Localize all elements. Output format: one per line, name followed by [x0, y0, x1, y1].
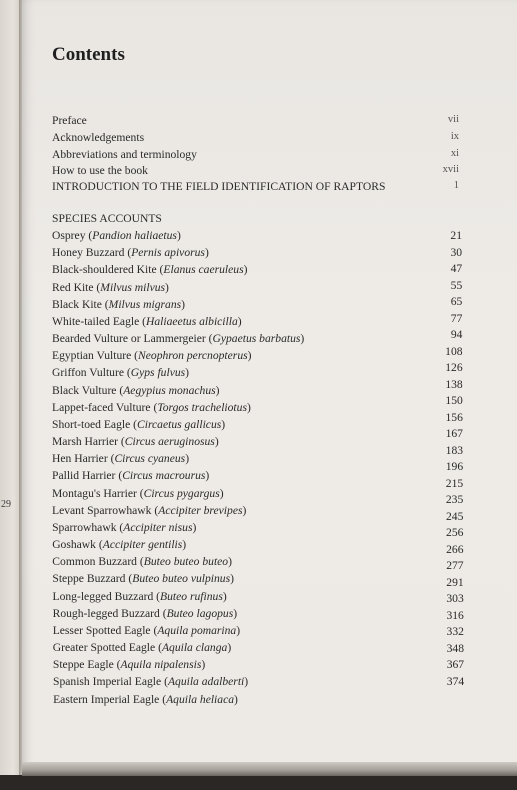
species-common-name: Black Kite (	[52, 297, 109, 311]
species-latin-name: Circus cyaneus	[114, 452, 186, 466]
species-page-number: 77	[450, 311, 463, 325]
closing-paren: )	[234, 692, 238, 706]
species-entry	[52, 401, 251, 415]
species-entry	[53, 590, 227, 604]
species-entry	[52, 418, 225, 432]
species-latin-name: Circus pygargus	[143, 486, 220, 500]
species-common-name: Egyptian Vulture (	[52, 349, 139, 363]
front-matter-page-number: xi	[450, 148, 459, 159]
closing-paren: )	[165, 280, 169, 294]
species-entry	[52, 487, 224, 501]
species-latin-name: Elanus caeruleus	[163, 263, 244, 277]
species-common-name: Eastern Imperial Eagle (	[53, 692, 167, 706]
species-common-name: Hen Harrier (	[52, 452, 115, 466]
species-page-number: 196	[445, 460, 464, 473]
species-page-number: 316	[446, 608, 464, 622]
closing-paren: )	[227, 641, 232, 655]
species-entry	[52, 332, 304, 346]
species-page-number: 245	[445, 509, 464, 523]
species-latin-name: Aegypius monachus	[123, 383, 216, 397]
front-matter-entry: Preface	[52, 114, 87, 127]
species-page-number: 126	[445, 361, 463, 374]
closing-paren: )	[214, 435, 219, 449]
species-common-name: Common Buzzard (	[52, 555, 144, 569]
closing-paren: )	[242, 503, 247, 517]
species-common-name: Sparrowhawk (	[52, 520, 124, 534]
species-common-name: Bearded Vulture or Lammergeier (	[52, 332, 213, 346]
species-page-number: 94	[450, 328, 463, 341]
species-entry	[52, 435, 219, 449]
species-common-name: Long-legged Buzzard (	[52, 589, 161, 603]
species-latin-name: Aquila nipalensis	[120, 658, 202, 672]
species-page-number: 367	[446, 658, 465, 671]
species-latin-name: Accipiter brevipes	[158, 503, 243, 517]
species-latin-name: Pandion haliaetus	[92, 229, 177, 242]
front-matter-page-number: 1	[453, 180, 459, 191]
species-common-name: Red Kite (	[52, 280, 101, 294]
species-entry	[52, 281, 169, 295]
species-latin-name: Buteo lagopus	[166, 606, 234, 620]
species-latin-name: Aquila adalberti	[167, 675, 245, 689]
species-latin-name: Circus macrourus	[122, 469, 206, 483]
species-entry	[52, 504, 246, 518]
species-common-name: Lappet-faced Vulture (	[52, 400, 158, 414]
closing-paren: )	[236, 623, 241, 637]
species-common-name: Goshawk (	[52, 538, 103, 552]
species-latin-name: Accipiter nisus	[123, 520, 193, 534]
species-entry	[52, 452, 189, 466]
closing-paren: )	[185, 452, 190, 466]
species-entry	[53, 624, 240, 638]
species-common-name: Rough-legged Buzzard (	[52, 606, 167, 620]
species-latin-name: Haliaeetus albicilla	[146, 314, 238, 328]
closing-paren: )	[192, 520, 197, 534]
species-entry	[53, 658, 205, 672]
species-entry	[52, 469, 209, 483]
species-latin-name: Buteo rufinus	[160, 589, 223, 603]
closing-paren: )	[233, 606, 238, 620]
closing-paren: )	[300, 332, 305, 346]
front-matter-entry: Acknowledgements	[52, 131, 145, 144]
species-latin-name: Aquila heliaca	[166, 692, 235, 706]
closing-paren: )	[247, 349, 252, 363]
closing-paren: )	[205, 469, 210, 483]
closing-paren: )	[230, 572, 234, 586]
species-page-number: 374	[446, 674, 465, 688]
front-matter-page-number: ix	[450, 131, 459, 142]
species-entry	[52, 263, 247, 277]
species-latin-name: Pernis apivorus	[131, 246, 205, 260]
species-entry	[52, 538, 186, 552]
species-common-name: Black Vulture (	[52, 383, 124, 397]
species-page-number: 256	[446, 526, 464, 539]
front-matter-entry: INTRODUCTION TO THE FIELD IDENTIFICATION OF RAPTORS	[52, 180, 386, 193]
species-section-heading: SPECIES ACCOUNTS	[52, 212, 162, 225]
closing-paren: )	[246, 400, 251, 414]
species-common-name: White-tailed Eagle (	[52, 314, 146, 328]
closing-paren: )	[215, 383, 220, 397]
species-common-name: Steppe Buzzard (	[52, 572, 133, 586]
species-common-name: Spanish Imperial Eagle (	[53, 675, 168, 689]
species-page-number: 167	[445, 427, 463, 440]
species-entry	[52, 315, 242, 329]
species-page-number: 277	[446, 559, 464, 572]
species-entry	[52, 229, 181, 243]
species-latin-name: Accipiter gentilis	[102, 538, 183, 552]
closing-paren: )	[182, 538, 187, 552]
species-entry	[52, 298, 185, 312]
species-page-number: 266	[446, 542, 464, 556]
closing-paren: )	[244, 675, 249, 689]
species-entry	[53, 641, 231, 655]
species-page-number: 30	[450, 245, 463, 259]
closing-paren: )	[221, 417, 226, 431]
front-matter-page-number: xvii	[442, 164, 459, 175]
species-common-name: Griffon Vulture (	[52, 366, 131, 380]
species-page-number: 55	[450, 278, 463, 292]
species-page-number: 65	[450, 295, 463, 308]
species-latin-name: Neophron percnopterus	[138, 349, 248, 363]
species-common-name: Montagu's Harrier (	[52, 486, 144, 500]
species-entry	[53, 693, 238, 707]
closing-paren: )	[237, 314, 242, 328]
species-page-number: 150	[445, 394, 463, 407]
species-common-name: Steppe Eagle (	[52, 658, 121, 672]
front-matter-entry: Abbreviations and terminology	[52, 148, 197, 161]
species-common-name: Black-shouldered Kite (	[52, 263, 164, 277]
species-entry	[53, 675, 248, 689]
closing-paren: )	[243, 263, 248, 277]
species-page-number: 138	[445, 377, 463, 391]
closing-paren: )	[176, 229, 181, 242]
species-page-number: 348	[446, 641, 464, 655]
species-page-number: 108	[445, 344, 463, 358]
species-entry	[52, 555, 232, 569]
front-matter-page-number: vii	[447, 114, 459, 125]
species-common-name: Short-toed Eagle (	[52, 417, 137, 431]
margin-page-number: 29	[1, 499, 11, 510]
contents-page	[22, 0, 517, 768]
species-common-name: Osprey (	[52, 229, 93, 242]
closing-paren: )	[201, 658, 206, 672]
page-bottom-edge	[22, 762, 517, 776]
species-page-number: 47	[450, 262, 463, 275]
species-page-number: 183	[445, 443, 464, 457]
front-matter-entry: How to use the book	[52, 164, 148, 177]
species-latin-name: Buteo buteo vulpinus	[132, 572, 231, 586]
species-common-name: Honey Buzzard (	[52, 246, 132, 260]
species-entry	[52, 384, 220, 398]
species-page-number: 235	[445, 493, 464, 506]
species-entry	[52, 349, 252, 363]
species-common-name: Pallid Harrier (	[52, 469, 123, 483]
species-page-number: 291	[446, 575, 464, 589]
species-latin-name: Buteo buteo buteo	[143, 555, 229, 569]
species-latin-name: Milvus milvus	[100, 280, 166, 294]
species-common-name: Lesser Spotted Eagle (	[52, 623, 158, 637]
species-latin-name: Circaetus gallicus	[137, 417, 222, 431]
closing-paren: )	[219, 486, 224, 500]
species-latin-name: Torgos tracheliotus	[157, 400, 247, 414]
species-latin-name: Aquila pomarina	[157, 623, 237, 637]
page-title: Contents	[52, 44, 125, 65]
species-latin-name: Milvus migrans	[108, 297, 182, 311]
species-common-name: Levant Sparrowhawk (	[52, 503, 159, 517]
species-latin-name: Aquila clanga	[161, 641, 228, 655]
species-common-name: Marsh Harrier (	[52, 435, 125, 449]
species-entry	[53, 607, 238, 621]
species-page-number: 332	[446, 625, 464, 638]
species-latin-name: Gyps fulvus	[130, 366, 186, 380]
species-entry	[52, 521, 196, 535]
species-entry	[52, 572, 234, 586]
closing-paren: )	[185, 366, 190, 380]
species-page-number: 303	[446, 592, 464, 605]
closing-paren: )	[222, 589, 227, 603]
species-page-number: 21	[450, 229, 462, 242]
species-page-number: 156	[445, 410, 463, 424]
species-entry	[52, 246, 209, 260]
species-common-name: Greater Spotted Eagle (	[52, 641, 162, 655]
species-entry	[52, 366, 189, 380]
species-latin-name: Gypaetus barbatus	[212, 332, 301, 346]
closing-paren: )	[228, 555, 232, 569]
closing-paren: )	[204, 246, 209, 260]
species-page-number: 215	[445, 476, 464, 490]
species-latin-name: Circus aeruginosus	[124, 435, 215, 449]
closing-paren: )	[181, 297, 186, 311]
